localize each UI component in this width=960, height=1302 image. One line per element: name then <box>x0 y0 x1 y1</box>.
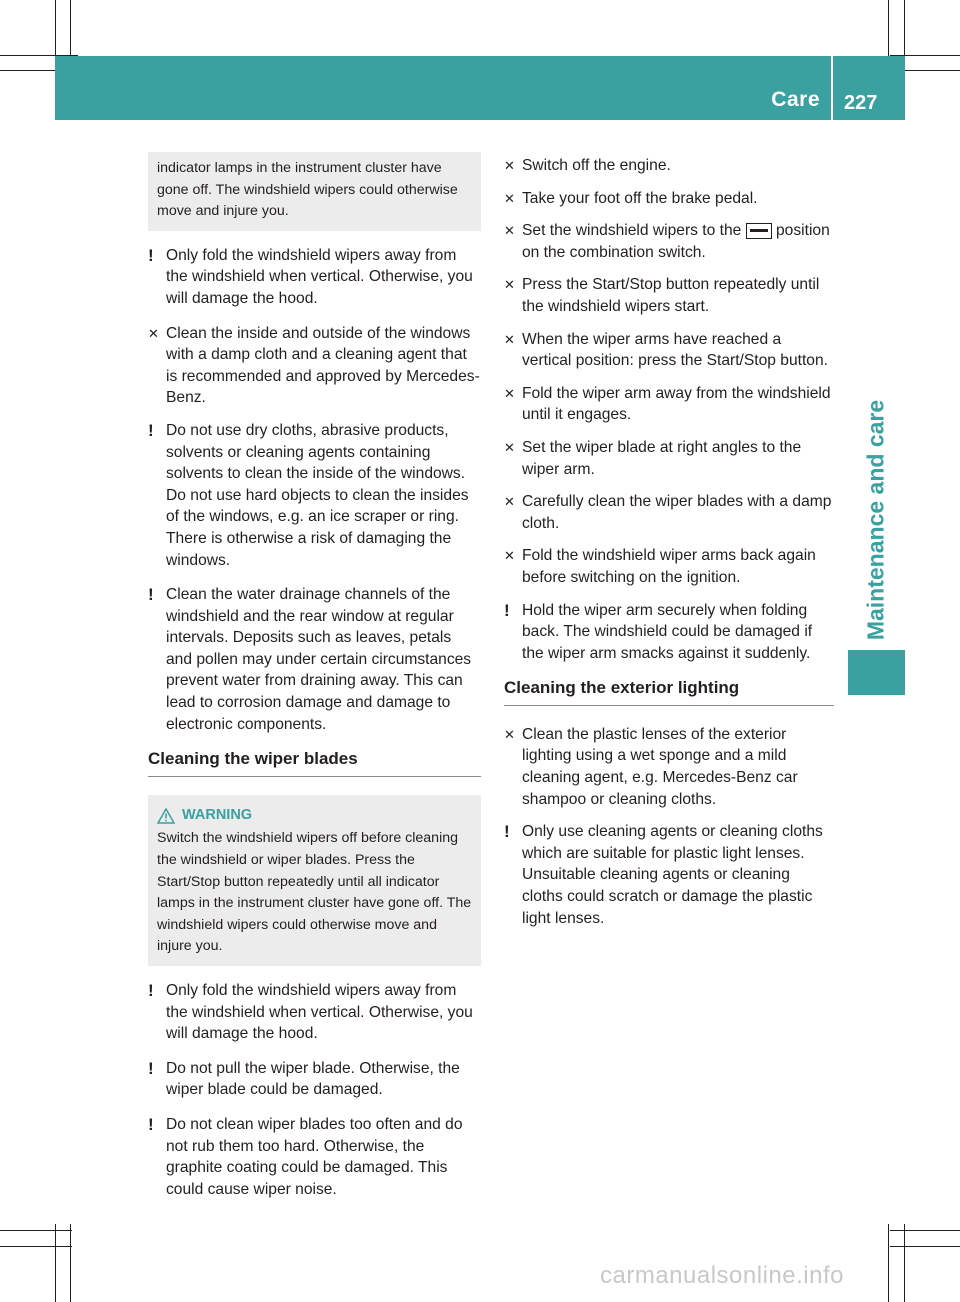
crop-mark <box>0 1230 72 1231</box>
warning-text: indicator lamps in the instrument cluster have gone off. The windshield wipers could otherwise move and injure you. <box>157 160 458 220</box>
note-text: Only fold the windshield wipers away from the windshield when vertical. Otherwise, you will damage the hood. <box>166 246 473 307</box>
note-text: Only use cleaning agents or cleaning cloths which are suitable for plastic light lenses. Unsuitable cleaning agents or cleaning cloths could scratch or damage the plastic light lenses. <box>522 823 823 927</box>
note <box>148 584 481 735</box>
warning-heading <box>157 805 473 827</box>
crop-mark <box>890 1246 960 1247</box>
note-icon: ! <box>148 1114 154 1134</box>
header-divider <box>831 56 833 120</box>
note-text: Do not use dry cloths, abrasive products, solvents or cleaning agents containing solvents to clean the inside of the windows. Do not use hard objects to clean the insides of the windows, e.g. an ice scraper or ring. There is otherwise a risk of damaging the windows. <box>166 421 469 569</box>
header-section-title: Care <box>771 88 820 111</box>
step-text: Take your foot off the brake pedal. <box>522 189 758 207</box>
watermark: carmanualsonline.info <box>600 1262 844 1289</box>
step-text: Set the wiper blade at right angles to the wiper arm. <box>522 438 802 478</box>
instruction-step <box>504 724 834 810</box>
crop-mark <box>904 1224 905 1302</box>
instruction-step <box>504 188 834 210</box>
step-text: Press the Start/Stop button repeatedly until the windshield wipers start. <box>522 276 820 315</box>
instruction-step <box>504 545 834 588</box>
step-text: position on the combination switch. <box>522 222 830 261</box>
step-arrow-icon: ✕ <box>148 325 159 341</box>
step-text: Clean the plastic lenses of the exterior lighting using a wet sponge and a mild cleaning agent, e.g. Mercedes-Benz car shampoo or cleaning cloths. <box>522 725 798 808</box>
instruction-step <box>504 491 834 534</box>
wiper-off-position-symbol-icon <box>746 223 772 239</box>
step-text: Fold the windshield wiper arms back again before switching on the ignition. <box>522 547 816 586</box>
page-number: 227 <box>844 92 878 114</box>
step-arrow-icon: ✕ <box>504 223 515 239</box>
instruction-step <box>148 323 481 409</box>
side-tab-block <box>848 650 905 695</box>
note-text: Do not clean wiper blades too often and do not rub them too hard. Otherwise, the graphite coating could be damaged. This could cause wiper noise. <box>166 1115 463 1198</box>
instruction-step <box>504 383 834 426</box>
step-arrow-icon: ✕ <box>504 439 515 455</box>
step-arrow-icon: ✕ <box>504 548 515 564</box>
section-heading: Cleaning the wiper blades <box>148 748 481 777</box>
crop-mark <box>70 1224 71 1302</box>
column-right <box>504 155 834 942</box>
step-arrow-icon: ✕ <box>504 494 515 510</box>
note-icon: ! <box>504 822 510 842</box>
warning-box <box>148 795 481 966</box>
step-arrow-icon: ✕ <box>504 331 515 347</box>
instruction-step <box>504 220 834 263</box>
step-text: Fold the wiper arm away from the windshield until it engages. <box>522 384 831 424</box>
column-left <box>148 152 481 1213</box>
crop-mark <box>888 1224 889 1302</box>
step-arrow-icon: ✕ <box>504 385 515 401</box>
note-text: Do not pull the wiper blade. Otherwise, the wiper blade could be damaged. <box>166 1059 460 1099</box>
note <box>504 600 834 665</box>
note <box>148 1114 481 1200</box>
note-icon: ! <box>504 600 510 620</box>
warning-box-continued <box>148 152 481 231</box>
note-text: Hold the wiper arm securely when folding back. The windshield could be damaged if the wiper arm smacks against it suddenly. <box>522 601 813 662</box>
note-icon: ! <box>148 420 154 440</box>
step-arrow-icon: ✕ <box>504 277 515 293</box>
step-arrow-icon: ✕ <box>504 158 515 173</box>
instruction-step <box>504 155 834 177</box>
note-icon: ! <box>148 1058 154 1078</box>
note-icon: ! <box>148 981 154 1000</box>
step-text: Carefully clean the wiper blades with a damp cloth. <box>522 493 832 532</box>
warning-label: WARNING <box>182 806 253 823</box>
section-heading: Cleaning the exterior lighting <box>504 677 834 706</box>
instruction-step <box>504 437 834 480</box>
instruction-step <box>504 274 834 317</box>
crop-mark <box>55 1224 56 1302</box>
step-arrow-icon: ✕ <box>504 726 515 742</box>
step-arrow-icon: ✕ <box>504 190 515 206</box>
side-tab-label: Maintenance and care <box>862 399 889 641</box>
step-text: Clean the inside and outside of the windows with a damp cloth and a cleaning agent that is recommended and approved by Mercedes-Benz. <box>166 324 480 407</box>
warning-triangle-icon <box>157 808 175 824</box>
note <box>148 1058 481 1101</box>
note-icon: ! <box>148 245 154 265</box>
instruction-step <box>504 329 834 372</box>
note-text: Clean the water drainage channels of the windshield and the rear window at regular intervals. Deposits such as leaves, petals and pollen may under certain circumstances prevent water from draining away. This can lead to corrosion damage and damage to electronic components. <box>166 586 472 733</box>
note-text: Only fold the windshield wipers away from the windshield when vertical. Otherwise, you will damage the hood. <box>166 982 473 1043</box>
note <box>148 980 481 1045</box>
step-text: When the wiper arms have reached a vertical position: press the Start/Stop button. <box>522 330 828 370</box>
warning-text: Switch the windshield wipers off before cleaning the windshield or wiper blades. Press the Start/Stop button repeatedly until all indicator lamps in the instrument cluster have gone off. The windshield wipers could otherwise move and injure you. <box>157 830 472 955</box>
crop-mark <box>890 1230 960 1231</box>
step-text: Set the windshield wipers to the <box>522 222 742 240</box>
note <box>148 245 481 310</box>
note <box>148 420 481 571</box>
step-text: Switch off the engine. <box>522 157 671 174</box>
note-icon: ! <box>148 585 154 605</box>
crop-mark <box>0 1246 72 1247</box>
note <box>504 821 834 929</box>
